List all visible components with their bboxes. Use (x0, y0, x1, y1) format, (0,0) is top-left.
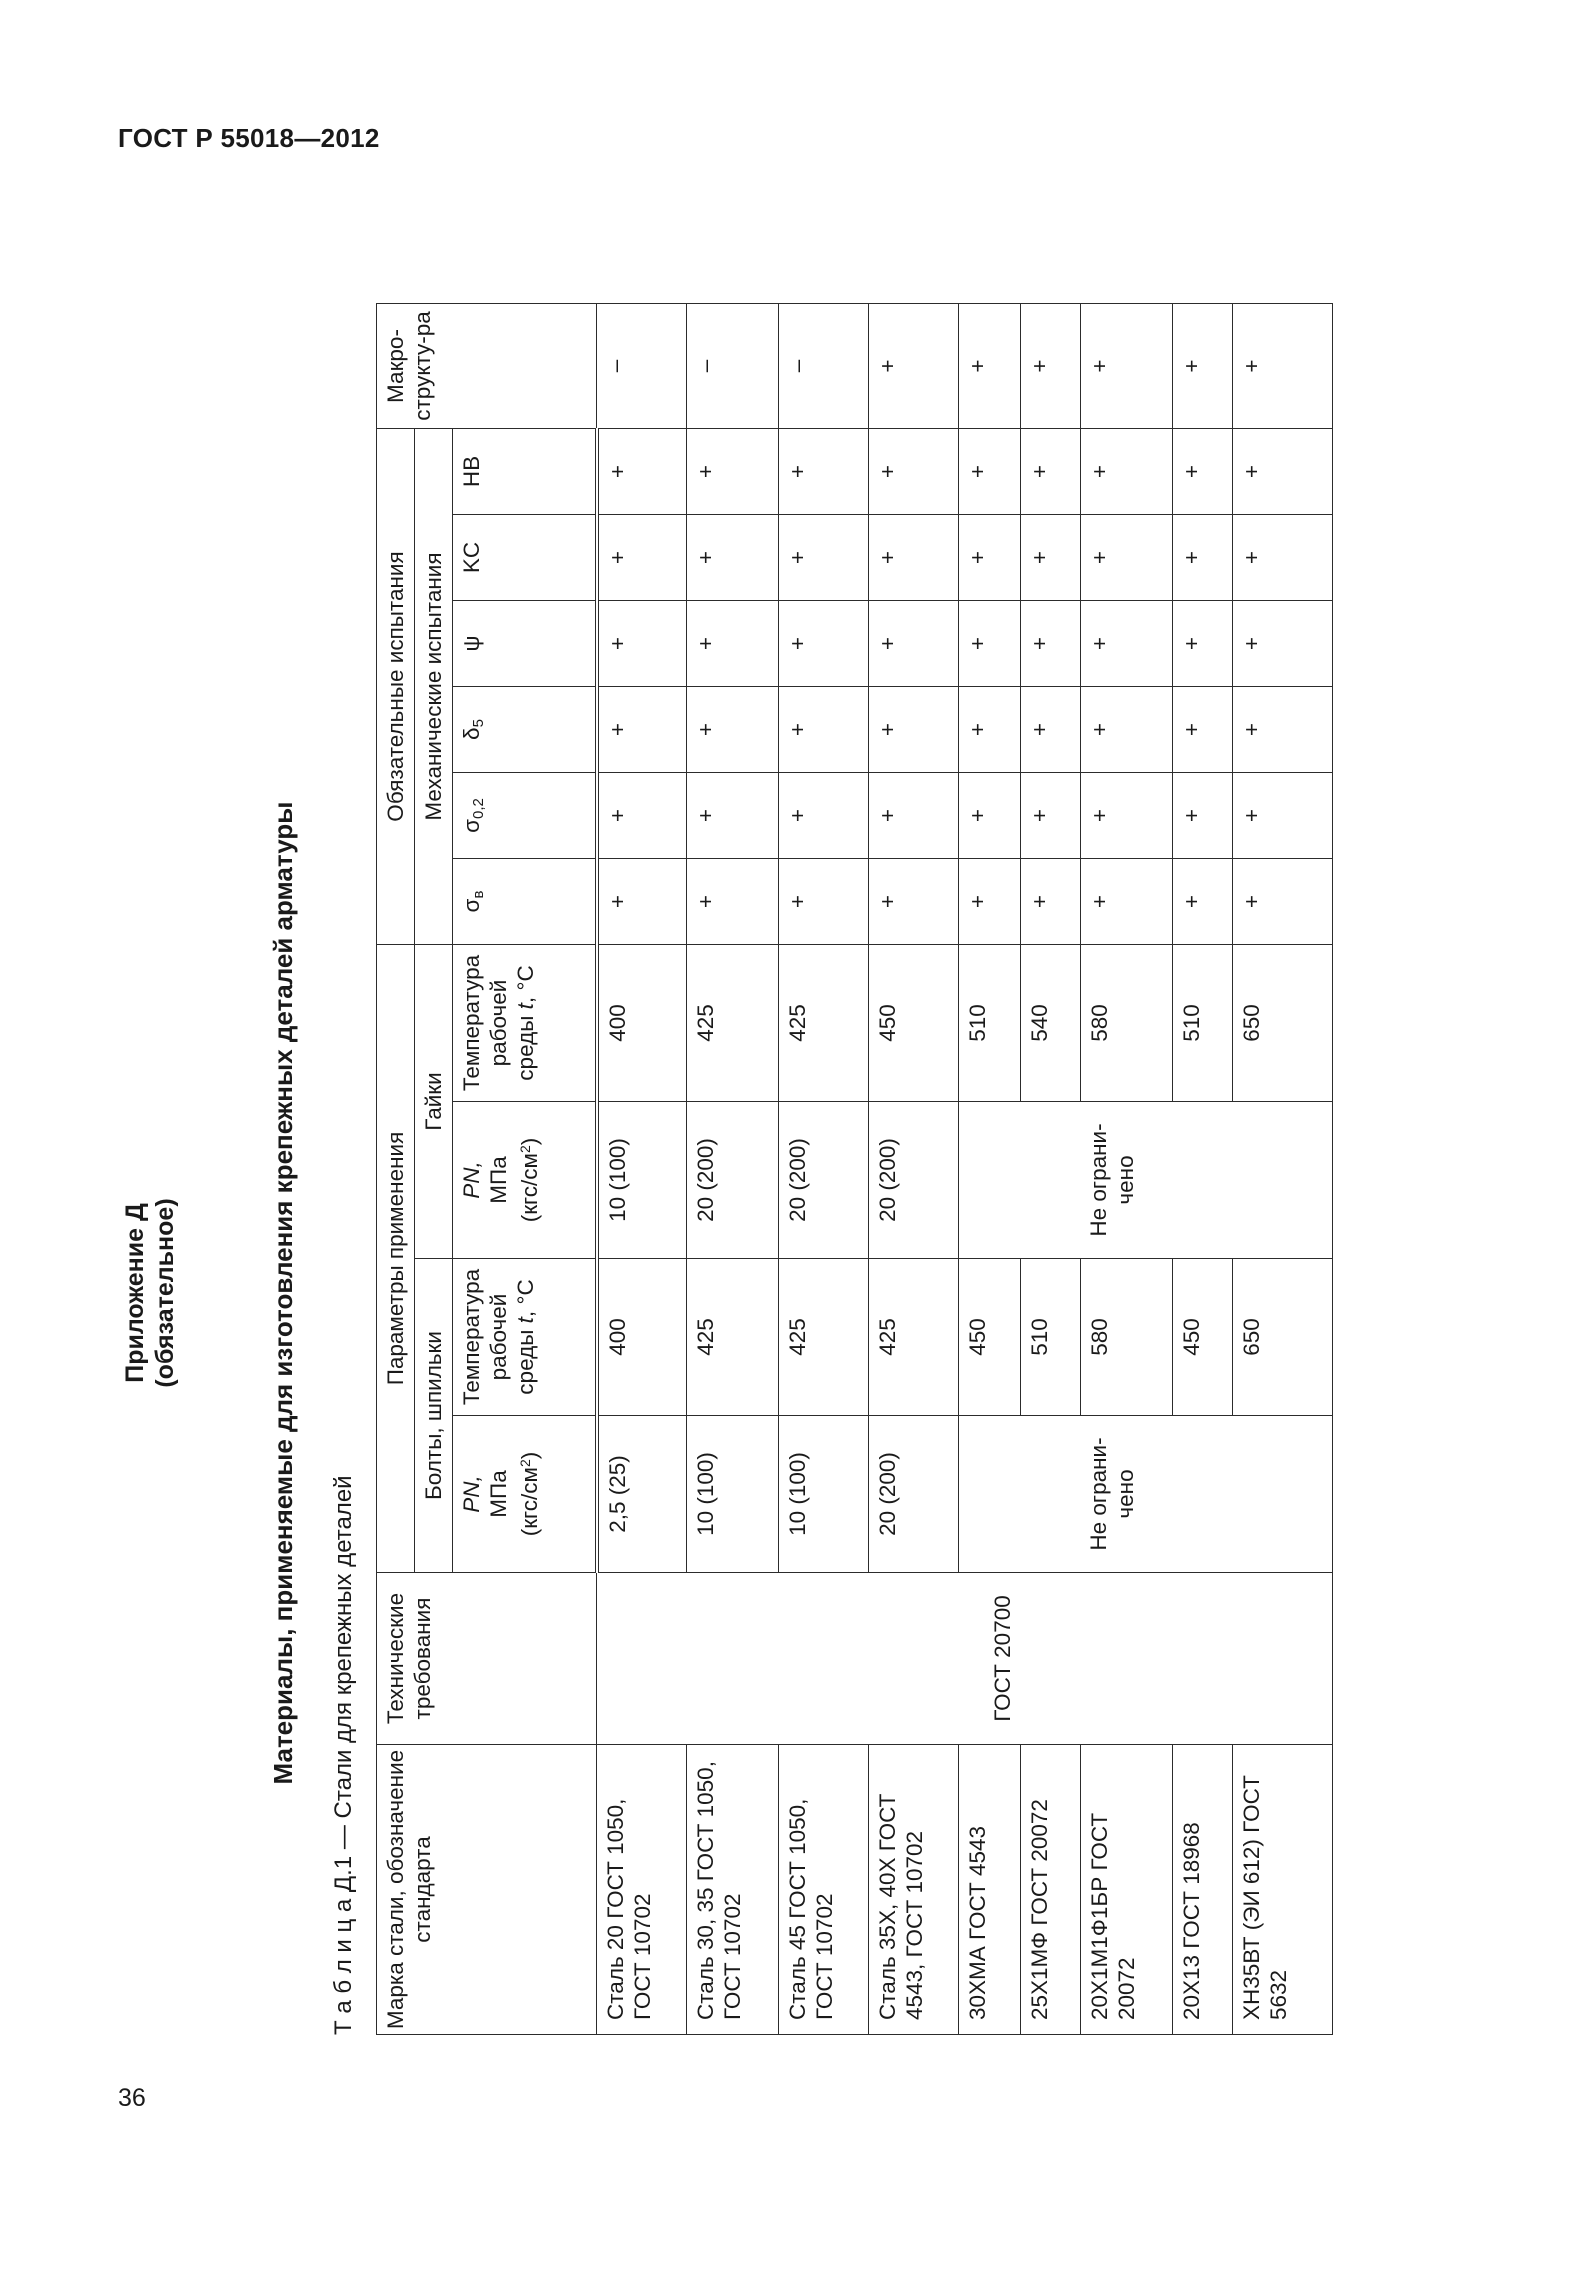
hb-cell: + (779, 429, 869, 515)
sigma-02-cell: + (1081, 773, 1173, 859)
hb-cell: + (1173, 429, 1233, 515)
kc-cell: + (1081, 515, 1173, 601)
grade-cell: 20Х13 ГОСТ 18968 (1173, 1745, 1233, 2035)
sigma-02-cell: + (687, 773, 779, 859)
grade-cell: Сталь 45 ГОСТ 1050, ГОСТ 10702 (779, 1745, 869, 2035)
header-kc: KC (453, 515, 597, 601)
bolts-pn-cell: 10 (100) (687, 1416, 779, 1573)
grade-cell: ХН35ВТ (ЭИ 612) ГОСТ 5632 (1233, 1745, 1333, 2035)
kc-cell: + (687, 515, 779, 601)
grade-cell: 20Х1М1Ф1БР ГОСТ 20072 (1081, 1745, 1173, 2035)
bolts-pn-unlimited-cell: Не ограни-чено (959, 1416, 1333, 1573)
sigma-02-cell: + (779, 773, 869, 859)
macro-cell: + (1081, 304, 1173, 429)
appendix-title: Приложение Д (121, 1203, 149, 1383)
delta5-cell: + (1021, 687, 1081, 773)
psi-cell: + (1173, 601, 1233, 687)
sigma-b-cell: + (959, 859, 1021, 945)
tech-req-cell: ГОСТ 20700 (597, 1573, 1333, 1745)
bolts-temp-cell: 425 (687, 1259, 779, 1416)
bolts-temp-cell: 580 (1081, 1259, 1173, 1416)
kc-cell: + (779, 515, 869, 601)
nuts-temp-cell: 400 (597, 945, 687, 1102)
nuts-pn-cell: 20 (200) (869, 1102, 959, 1259)
sigma-b-cell: + (1021, 859, 1081, 945)
hb-cell: + (597, 429, 687, 515)
nuts-temp-cell: 425 (779, 945, 869, 1102)
header-macro: Макро-структу-ра (377, 304, 597, 429)
kc-cell: + (1233, 515, 1333, 601)
nuts-pn-cell: 20 (200) (779, 1102, 869, 1259)
table-row (869, 304, 959, 2035)
header-mandatory-tests: Обязательные испытания (377, 429, 415, 945)
macro-cell: + (1021, 304, 1081, 429)
nuts-temp-cell: 580 (1081, 945, 1173, 1102)
header-nuts-temp: Температура рабочей среды t, °C (453, 945, 597, 1102)
psi-cell: + (1081, 601, 1173, 687)
grade-cell: Сталь 35Х, 40Х ГОСТ 4543, ГОСТ 10702 (869, 1745, 959, 2035)
delta5-cell: + (597, 687, 687, 773)
nuts-temp-cell: 510 (1173, 945, 1233, 1102)
delta5-cell: + (1173, 687, 1233, 773)
header-bolts: Болты, шпильки (415, 1259, 453, 1573)
rotated-page-content (0, 303, 1575, 2283)
delta5-cell: + (1081, 687, 1173, 773)
psi-cell: + (869, 601, 959, 687)
bolts-temp-cell: 450 (1173, 1259, 1233, 1416)
psi-cell: + (1233, 601, 1333, 687)
delta5-cell: + (869, 687, 959, 773)
table-row (687, 304, 779, 2035)
hb-cell: + (1081, 429, 1173, 515)
macro-cell: + (959, 304, 1021, 429)
header-mech-tests: Механические испытания (415, 429, 453, 945)
appendix-heading (120, 303, 180, 2283)
header-nuts-pn: PN, МПа $(кгс/см^2)$ (453, 1102, 597, 1259)
nuts-pn-cell: 20 (200) (687, 1102, 779, 1259)
sigma-b-cell: + (687, 859, 779, 945)
hb-cell: + (1233, 429, 1333, 515)
header-params: Параметры применения (377, 945, 415, 1573)
nuts-temp-cell: 425 (687, 945, 779, 1102)
sigma-b-cell: + (779, 859, 869, 945)
nuts-pn-cell: 10 (100) (597, 1102, 687, 1259)
steel-table (376, 303, 1333, 2035)
kc-cell: + (597, 515, 687, 601)
table-caption: Т а б л и ц а Д.1 — Стали для крепежных деталей (330, 1475, 357, 2035)
delta5-cell: + (779, 687, 869, 773)
psi-cell: + (1021, 601, 1081, 687)
bolts-temp-cell: 400 (597, 1259, 687, 1416)
table-row (779, 304, 869, 2035)
header-sigma-b: $\sigma_в$ (453, 859, 597, 945)
kc-cell: + (869, 515, 959, 601)
delta5-cell: + (959, 687, 1021, 773)
main-title: Материалы, применяемые для изготовления крепежных деталей арматуры (268, 801, 298, 1785)
nuts-temp-cell: 450 (869, 945, 959, 1102)
sigma-02-cell: + (1021, 773, 1081, 859)
sigma-02-cell: + (959, 773, 1021, 859)
header-delta5: $\delta_5$ (453, 687, 597, 773)
hb-cell: + (959, 429, 1021, 515)
bolts-temp-cell: 425 (869, 1259, 959, 1416)
header-tech-req: Технические требования (377, 1573, 597, 1745)
bolts-pn-cell: 10 (100) (779, 1416, 869, 1573)
macro-cell: – (779, 304, 869, 429)
kc-cell: + (959, 515, 1021, 601)
grade-cell: 30ХМА ГОСТ 4543 (959, 1745, 1021, 2035)
grade-cell: Сталь 20 ГОСТ 1050, ГОСТ 10702 (597, 1745, 687, 2035)
page-number: 36 (118, 2084, 146, 2112)
sigma-02-cell: + (869, 773, 959, 859)
hb-cell: + (1021, 429, 1081, 515)
header-bolts-temp: Температура рабочей среды t, °C (453, 1259, 597, 1416)
bolts-pn-cell: 2,5 (25) (597, 1416, 687, 1573)
sigma-02-cell: + (1173, 773, 1233, 859)
standard-code: ГОСТ Р 55018—2012 (118, 123, 380, 153)
bolts-temp-cell: 425 (779, 1259, 869, 1416)
grade-cell: Сталь 30, 35 ГОСТ 1050, ГОСТ 10702 (687, 1745, 779, 2035)
hb-cell: + (687, 429, 779, 515)
sigma-02-cell: + (597, 773, 687, 859)
sigma-02-cell: + (1233, 773, 1333, 859)
bolts-temp-cell: 650 (1233, 1259, 1333, 1416)
delta5-cell: + (687, 687, 779, 773)
sigma-b-cell: + (1081, 859, 1173, 945)
table-row (959, 304, 1021, 2035)
sigma-b-cell: + (869, 859, 959, 945)
sigma-b-cell: + (1233, 859, 1333, 945)
grade-cell: 25Х1МФ ГОСТ 20072 (1021, 1745, 1081, 2035)
header-sigma-02: $\sigma_{0,2}$ (453, 773, 597, 859)
psi-cell: + (597, 601, 687, 687)
psi-cell: + (687, 601, 779, 687)
psi-cell: + (959, 601, 1021, 687)
bolts-pn-cell: 20 (200) (869, 1416, 959, 1573)
kc-cell: + (1173, 515, 1233, 601)
macro-cell: + (869, 304, 959, 429)
appendix-subtitle: (обязательное) (151, 1198, 179, 1388)
nuts-temp-cell: 510 (959, 945, 1021, 1102)
nuts-pn-unlimited-cell: Не ограни-чено (959, 1102, 1333, 1259)
header-grade: Марка стали, обозначение стандарта (377, 1745, 597, 2035)
header-bolts-pn: PN, МПа $(кгс/см^2)$ (453, 1416, 597, 1573)
bolts-temp-cell: 450 (959, 1259, 1021, 1416)
macro-cell: – (597, 304, 687, 429)
bolts-temp-cell: 510 (1021, 1259, 1081, 1416)
sigma-b-cell: + (1173, 859, 1233, 945)
psi-cell: + (779, 601, 869, 687)
header-psi: ψ (453, 601, 597, 687)
nuts-temp-cell: 650 (1233, 945, 1333, 1102)
macro-cell: – (687, 304, 779, 429)
kc-cell: + (1021, 515, 1081, 601)
header-hb: HB (453, 429, 597, 515)
nuts-temp-cell: 540 (1021, 945, 1081, 1102)
sigma-b-cell: + (597, 859, 687, 945)
delta5-cell: + (1233, 687, 1333, 773)
header-nuts: Гайки (415, 945, 453, 1259)
hb-cell: + (869, 429, 959, 515)
table-row (597, 304, 687, 2035)
macro-cell: + (1233, 304, 1333, 429)
macro-cell: + (1173, 304, 1233, 429)
